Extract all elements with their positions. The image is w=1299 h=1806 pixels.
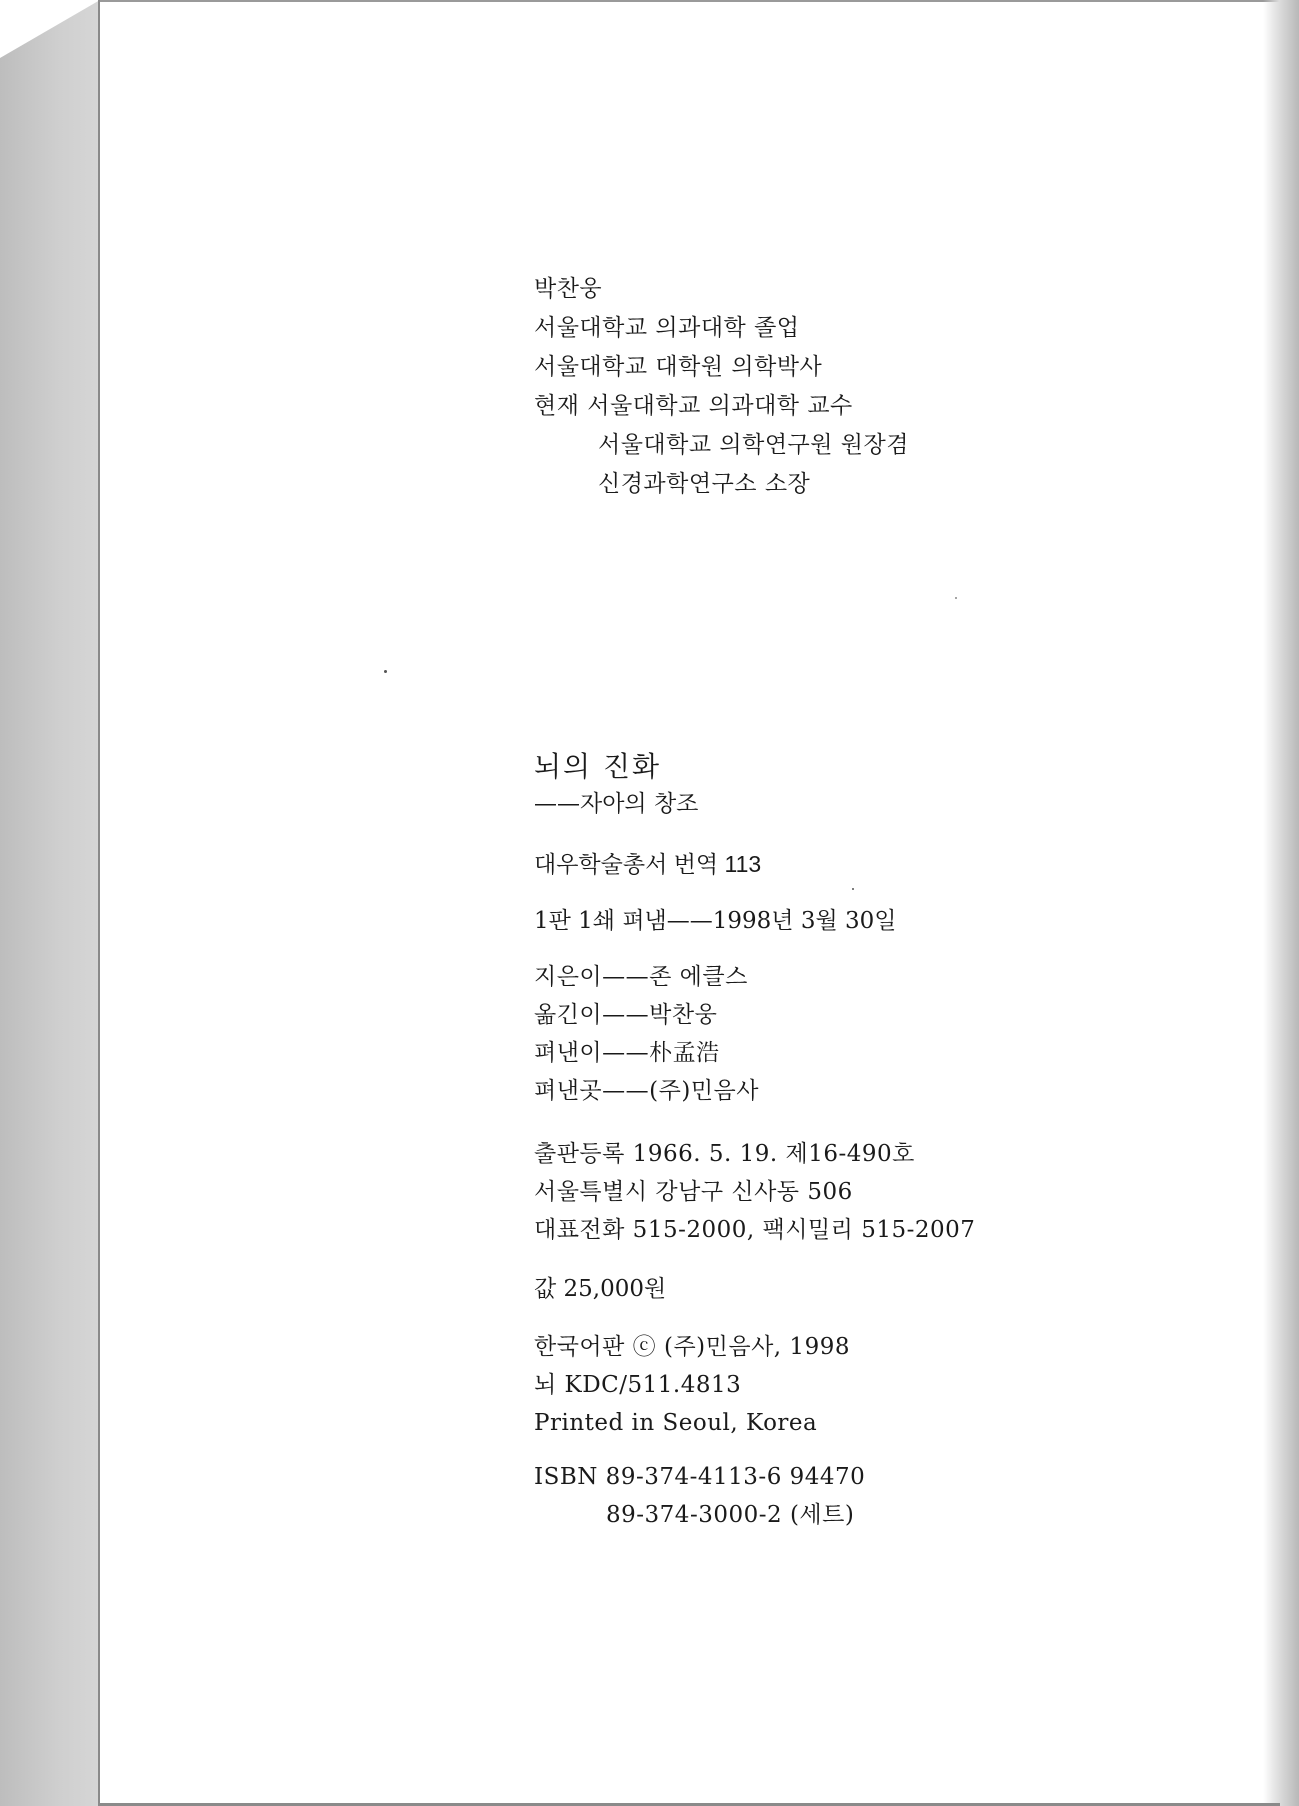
bio-line: 서울대학교 대학원 의학박사 <box>534 354 823 380</box>
edition-info: 1판 1쇄 펴냄——1998년 3월 30일 <box>534 908 897 934</box>
scan-speck <box>852 888 854 890</box>
bio-line-indented: 서울대학교 의학연구원 원장겸 <box>598 432 909 458</box>
credit-publishing-house: 펴낸곳——(주)민음사 <box>534 1078 759 1104</box>
phone-line: 대표전화 515-2000, 팩시밀리 515-2007 <box>534 1217 976 1243</box>
series-name: 대우학술총서 번역 113 <box>534 851 762 877</box>
price: 값 25,000원 <box>534 1276 667 1302</box>
credit-publisher: 펴낸이——朴孟浩 <box>534 1040 720 1066</box>
translator-bio <box>534 270 909 504</box>
translator-name: 박찬웅 <box>534 276 603 302</box>
book-spine <box>0 0 100 1806</box>
book-subtitle: ——자아의 창조 <box>534 791 699 817</box>
classification-line: 뇌 KDC/511.4813 <box>534 1372 742 1398</box>
bio-line: 서울대학교 의과대학 졸업 <box>534 315 800 341</box>
copyright-info <box>534 1328 850 1442</box>
scan-speck <box>955 597 957 599</box>
page-shadow <box>1263 0 1299 1806</box>
isbn-info <box>534 1458 865 1534</box>
isbn-line: ISBN 89-374-4113-6 94470 <box>534 1464 866 1490</box>
credit-author: 지은이——존 에클스 <box>534 964 748 990</box>
credit-translator: 옮긴이——박찬웅 <box>534 1002 718 1028</box>
address-line: 서울특별시 강남구 신사동 506 <box>534 1179 853 1205</box>
credits <box>534 958 759 1110</box>
registration-info <box>534 1135 975 1249</box>
scan-speck <box>384 670 387 673</box>
isbn-set-line: 89-374-3000-2 (세트) <box>606 1502 855 1528</box>
bio-line: 현재 서울대학교 의과대학 교수 <box>534 393 853 419</box>
copyright-line: 한국어판 ⓒ (주)민음사, 1998 <box>534 1334 850 1360</box>
registration-line: 출판등록 1966. 5. 19. 제16-490호 <box>534 1141 915 1167</box>
printed-in-line: Printed in Seoul, Korea <box>534 1410 818 1436</box>
bio-line-indented: 신경과학연구소 소장 <box>598 471 811 497</box>
book-title: 뇌의 진화 <box>534 750 662 783</box>
